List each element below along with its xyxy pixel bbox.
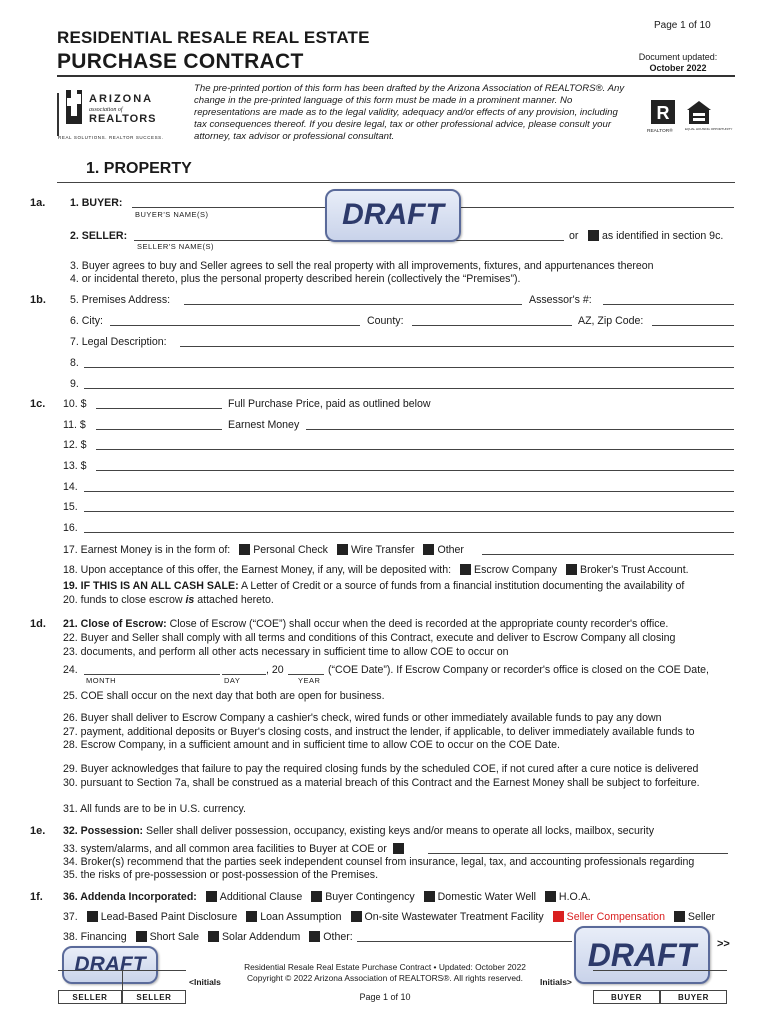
seller-checkbox[interactable] <box>674 911 685 922</box>
form-title-line1: RESIDENTIAL RESALE REAL ESTATE <box>57 28 370 47</box>
line-15: 15. <box>0 500 770 514</box>
seller-initials-box-1[interactable]: SELLER <box>58 990 122 1004</box>
buyer-initials-box-2[interactable]: BUYER <box>660 990 727 1004</box>
line-33: 33. system/alarms, and all common area facilities to Buyer at COE or <box>0 842 770 856</box>
header-divider <box>57 75 735 77</box>
line-19: 19. IF THIS IS AN ALL CASH SALE: A Letter of Credit or a source of funds from a financial institution documenting the availability of <box>63 580 685 592</box>
loan-assumption-checkbox[interactable] <box>246 911 257 922</box>
document-updated-date: October 2022 <box>649 63 707 73</box>
line-35: 35. the risks of pre-possession or post-possession of the Premises. <box>63 869 379 881</box>
realtor-r-icon <box>651 100 675 124</box>
buyer-initials-box-1[interactable]: BUYER <box>593 990 660 1004</box>
arizona-realtors-logo <box>57 84 169 146</box>
line-11: 11. $ Earnest Money <box>0 418 770 432</box>
zip-code-field[interactable] <box>652 325 734 326</box>
city-field[interactable] <box>110 325 360 326</box>
purchase-price-field[interactable] <box>96 408 222 409</box>
line-2: 2. SELLER: SELLER'S NAME(S) or as identified in section 9c. <box>70 230 724 251</box>
line-17: 17. Earnest Money is in the form of: Personal Check Wire Transfer Other <box>0 543 770 557</box>
svg-text:ARIZONA: ARIZONA <box>89 93 154 105</box>
line-32: 1e. 32. Possession: Seller shall deliver possession, occupancy, existing keys and/or means to operate all locks, mailbox, security <box>30 825 654 837</box>
legal-description-line-8[interactable] <box>84 367 734 368</box>
line-5: 1b. 5. Premises Address: Assessor's #: <box>0 293 770 307</box>
line-21: 1d. 21. Close of Escrow: Close of Escrow (“COE”) shall occur when the deed is recorded at the appropriate county recorder's office. <box>30 618 669 630</box>
line-36: 1f. 36. Addenda Incorporated: Additional Clause Buyer Contingency Domestic Water Well H.O.A. <box>30 891 591 903</box>
domestic-water-well-checkbox[interactable] <box>424 891 435 902</box>
svg-text:REALTOR®: REALTOR® <box>647 129 673 134</box>
line-31: 31. All funds are to be in U.S. currency. <box>63 803 246 815</box>
page-number-top: Page 1 of 10 <box>654 20 711 31</box>
draft-stamp-bottom-right: DRAFT <box>574 926 710 984</box>
form-title-line2: PURCHASE CONTRACT <box>57 50 304 73</box>
line-23: 23. documents, and perform all other acts necessary in sufficient time to allow COE to occur on <box>63 646 509 658</box>
footer-page-number: Page 1 of 10 <box>359 992 411 1002</box>
line-7: 7. Legal Description: <box>0 335 770 349</box>
svg-text:REAL SOLUTIONS. REALTOR SUCCES: REAL SOLUTIONS. REALTOR SUCCESS. <box>58 135 164 140</box>
line-30: 30. pursuant to Section 7a, shall be construed as a material breach of this Contract and the Earnest Money shall be subject to forfeiture. <box>63 777 700 789</box>
seller-compensation-checkbox[interactable] <box>553 911 564 922</box>
initials-label-right: Initials> <box>540 977 572 987</box>
additional-clause-checkbox[interactable] <box>206 891 217 902</box>
blank-line-15[interactable] <box>84 511 734 512</box>
draft-stamp-top: DRAFT <box>325 189 461 242</box>
brokers-trust-checkbox[interactable] <box>566 564 577 575</box>
seller-as-identified-checkbox[interactable] <box>588 230 599 241</box>
line-34: 34. Broker(s) recommend that the parties seek independent counsel from insurance, legal, tax, and accounting professionals regarding <box>63 856 695 868</box>
line-6: 6. City: County: AZ, Zip Code: <box>0 314 770 328</box>
premises-address-field[interactable] <box>184 304 522 305</box>
svg-text:R: R <box>656 103 670 123</box>
earnest-money-field[interactable] <box>96 429 222 430</box>
line-20: 20. funds to close escrow is attached hereto. <box>63 594 274 606</box>
line-12: 12. $ <box>0 438 770 452</box>
svg-text:REALTORS: REALTORS <box>89 113 157 125</box>
other-form-checkbox[interactable] <box>423 544 434 555</box>
svg-text:EQUAL HOUSING OPPORTUNITY: EQUAL HOUSING OPPORTUNITY <box>685 127 733 131</box>
line-26: 26. Buyer shall deliver to Escrow Company a cashier's check, wired funds or other immediately available funds to pay any down <box>63 712 662 724</box>
possession-other-field[interactable] <box>428 853 728 854</box>
cactus-icon <box>57 84 169 146</box>
equal-housing-icon <box>687 101 711 124</box>
amount-line-13[interactable] <box>96 470 734 471</box>
section-divider <box>57 182 735 183</box>
addenda-other-checkbox[interactable] <box>309 931 320 942</box>
line-37: 37. Lead-Based Paint Disclosure Loan Assumption On-site Wastewater Treatment Facility Seller Compensation Seller <box>63 911 716 923</box>
short-sale-checkbox[interactable] <box>136 931 147 942</box>
footer-text: Residential Resale Real Estate Purchase Contract • Updated: October 2022 Copyright © 2022 Arizona Association of REALTORS®. All rights reserved. Page 1 of 10 <box>230 962 540 1003</box>
assessor-number-field[interactable] <box>603 304 734 305</box>
line-10: 1c. 10. $ Full Purchase Price, paid as outlined below <box>30 398 431 410</box>
document-updated: Document updated: October 2022 <box>638 52 718 73</box>
personal-check-checkbox[interactable] <box>239 544 250 555</box>
section-title: 1. PROPERTY <box>86 160 192 177</box>
draft-stamp-bottom-left: DRAFT <box>62 946 158 984</box>
seller-initials-box-2[interactable]: SELLER <box>122 990 186 1004</box>
line-4: 4. or incidental thereto, plus the personal property described herein (collectively the “Premises”). <box>70 273 521 285</box>
wire-transfer-checkbox[interactable] <box>337 544 348 555</box>
line-28: 28. Escrow Company, in a sufficient amount and in sufficient time to allow COE to occur on the COE Date. <box>63 739 560 751</box>
county-field[interactable] <box>412 325 572 326</box>
line-38: 38. Financing Short Sale Solar Addendum Other: <box>0 930 770 944</box>
line-9: 9. <box>0 377 770 391</box>
svg-text:association of: association of <box>89 107 123 113</box>
legal-description-field[interactable] <box>180 346 734 347</box>
continue-arrow: >> <box>717 938 730 950</box>
possession-other-checkbox[interactable] <box>393 843 404 854</box>
earnest-money-notes-field[interactable] <box>306 429 734 430</box>
line-1: 1a. 1. BUYER: BUYER'S NAME(S) <box>0 196 770 210</box>
lead-based-paint-checkbox[interactable] <box>87 911 98 922</box>
earnest-other-field[interactable] <box>482 554 734 555</box>
buyer-contingency-checkbox[interactable] <box>311 891 322 902</box>
line-13: 13. $ <box>0 459 770 473</box>
line-22: 22. Buyer and Seller shall comply with all terms and conditions of this Contract, execute and deliver to Escrow Company all closing <box>63 632 676 644</box>
line-29: 29. Buyer acknowledges that failure to pay the required closing funds by the scheduled COE, if not cured after a cure notice is delivered <box>63 763 699 775</box>
line-24: 24. , 20 (“COE Date”). If Escrow Company or recorder's office is closed on the COE Date, MONTH DAY YEAR <box>63 664 709 685</box>
escrow-company-checkbox[interactable] <box>460 564 471 575</box>
line-18: 18. Upon acceptance of this offer, the Earnest Money, if any, will be deposited with: Escrow Company Broker's Trust Account. <box>63 564 689 576</box>
blank-line-16[interactable] <box>84 532 734 533</box>
amount-line-12[interactable] <box>96 449 734 450</box>
line-3: 3. Buyer agrees to buy and Seller agrees to sell the real property with all improvements, fixtures, and appurtenances thereon <box>70 260 654 272</box>
blank-line-14[interactable] <box>84 491 734 492</box>
solar-addendum-checkbox[interactable] <box>208 931 219 942</box>
initials-label-left: <Initials <box>189 977 221 987</box>
line-27: 27. payment, additional deposits or Buyer's closing costs, and instruct the lender, if applicable, to deliver immediately available funds to <box>63 726 695 738</box>
disclaimer-text: The pre-printed portion of this form has been drafted by the Arizona Association of REALTORS®. Any change in the pre-printed language of this form must be made in a prominent manner. No representations are made as to the legal validity, adequacy and/or effects of any provision, including tax consequences thereof. If you desire legal, tax or other professional advice, please consult your attorney, tax advisor or professional consultant. <box>194 83 625 142</box>
realtor-eho-logos <box>647 96 733 136</box>
hoa-checkbox[interactable] <box>545 891 556 902</box>
wastewater-facility-checkbox[interactable] <box>351 911 362 922</box>
line-25: 25. COE shall occur on the next day that both are open for business. <box>63 690 385 702</box>
line-16: 16. <box>0 521 770 535</box>
line-14: 14. <box>0 480 770 494</box>
seller-compensation-label: Seller Compensation <box>566 911 665 923</box>
addenda-other-field[interactable] <box>357 941 572 942</box>
line-8: 8. <box>0 356 770 370</box>
legal-description-line-9[interactable] <box>84 388 734 389</box>
